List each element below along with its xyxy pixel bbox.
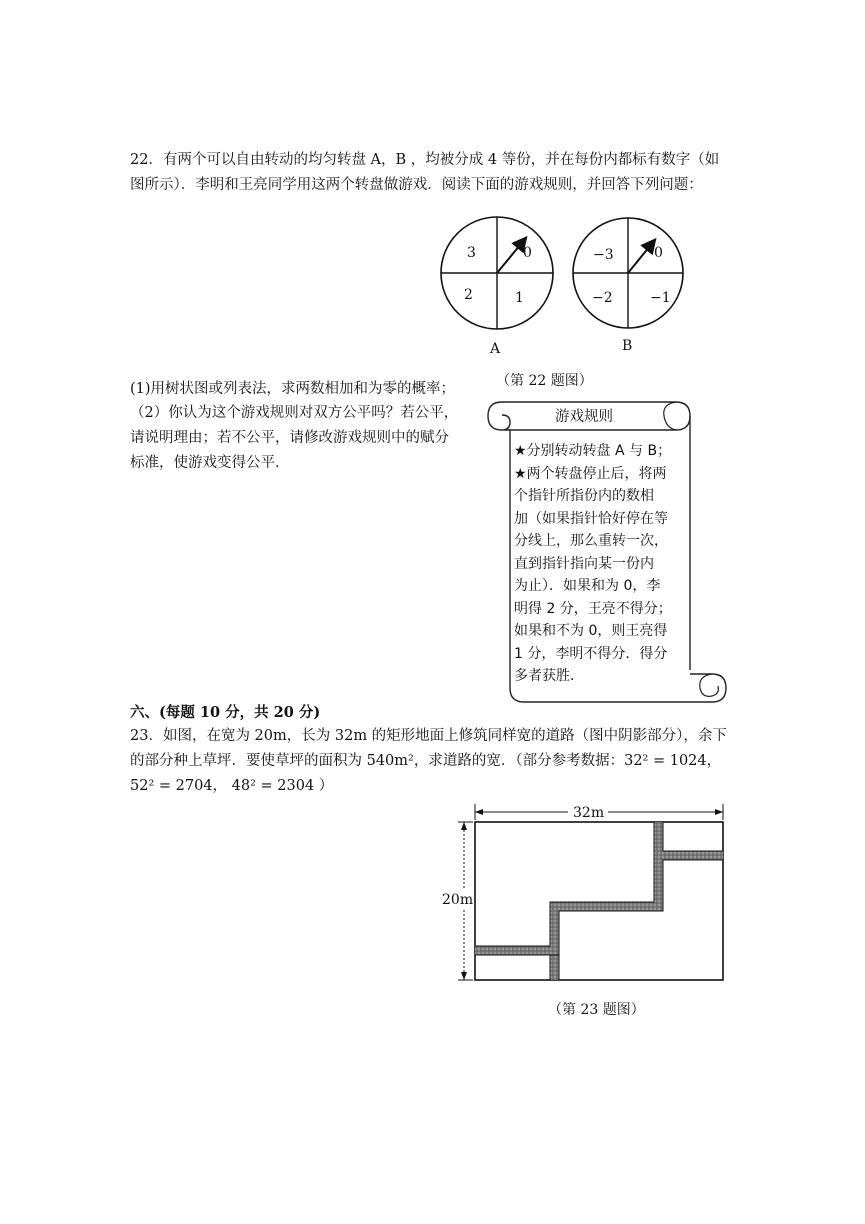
q22-part-2-line-3: 标准，使游戏变得公平．	[130, 455, 290, 471]
rules-line: 加（如果指针恰好停在等	[514, 510, 668, 527]
spinner-b-number-br: −1	[650, 290, 671, 306]
road-figure	[438, 800, 738, 990]
q23-caption: （第 23 题图）	[548, 1002, 645, 1018]
spinner-b-number-tl: −3	[593, 247, 614, 263]
spinner-b	[573, 218, 683, 354]
spinner-b-number-tr: 0	[654, 245, 663, 261]
q22-line-1: 22．有两个可以自由转动的均匀转盘 A，B ，均被分成 4 等份，并在每份内都标有数字（如	[130, 152, 720, 168]
spinner-b-pointer-icon	[628, 241, 654, 273]
q22-part-2-line-1: （2）你认为这个游戏规则对双方公平吗？若公平，	[130, 405, 459, 421]
q22-part-2-line-2: 请说明理由；若不公平，请修改游戏规则中的赋分	[130, 430, 449, 446]
q23-line-3: 52² = 2704， 48² = 2304 ）	[130, 778, 334, 794]
spinner-b-number-bl: −2	[592, 290, 613, 306]
rules-line: 直到指针指向某一份内	[514, 555, 654, 572]
spinner-a-pointer-icon	[497, 239, 525, 273]
rules-line: ★两个转盘停止后，将两	[514, 465, 667, 482]
rules-line: 为止）．如果和为 0，李	[514, 578, 661, 594]
q22-part-1: (1)用树状图或列表法，求两数相加和为零的概率；	[130, 381, 456, 397]
spinner-a-number-tr: 0	[523, 245, 532, 261]
rules-line: 1 分，李明不得分．得分	[514, 645, 668, 662]
rules-line: 多者获胜．	[514, 668, 584, 684]
q22-line-2: 图所示）．李明和王亮同学用这两个转盘做游戏．阅读下面的游戏规则，并回答下列问题：	[130, 177, 703, 193]
section-6-heading: 六、(每题 10 分，共 20 分)	[130, 704, 321, 721]
spinner-b-label: B	[622, 338, 633, 354]
spinners-figure	[430, 205, 700, 365]
rules-title: 游戏规则	[555, 409, 613, 425]
rules-line: 分线上，那么重转一次，	[514, 533, 668, 549]
rules-line: 如果和不为 0，则王亮得	[514, 623, 668, 639]
road-width-label: 32m	[573, 805, 605, 821]
spinner-a-label: A	[490, 341, 501, 357]
spinner-a-number-bl: 2	[464, 287, 473, 303]
spinner-a-number-tl: 3	[467, 245, 476, 261]
spinner-a-number-br: 1	[515, 290, 524, 306]
rules-body	[514, 440, 672, 688]
q22-caption: （第 22 题图）	[496, 373, 593, 389]
spinner-a	[441, 217, 553, 357]
road-height-label: 20m	[442, 892, 474, 908]
q23-line-2: 的部分种上草坪．要使草坪的面积为 540m²，求道路的宽．（部分参考数据：32² = 1024，	[130, 753, 722, 769]
rules-line: ★分别转动转盘 A 与 B；	[514, 443, 672, 459]
rules-line: 个指针所指份内的数相	[514, 488, 654, 504]
rules-line: 明得 2 分，王亮不得分；	[514, 600, 672, 617]
q23-line-1: 23．如图，在宽为 20m，长为 32m 的矩形地面上修筑同样宽的道路（图中阴影部分），余下	[130, 728, 727, 744]
